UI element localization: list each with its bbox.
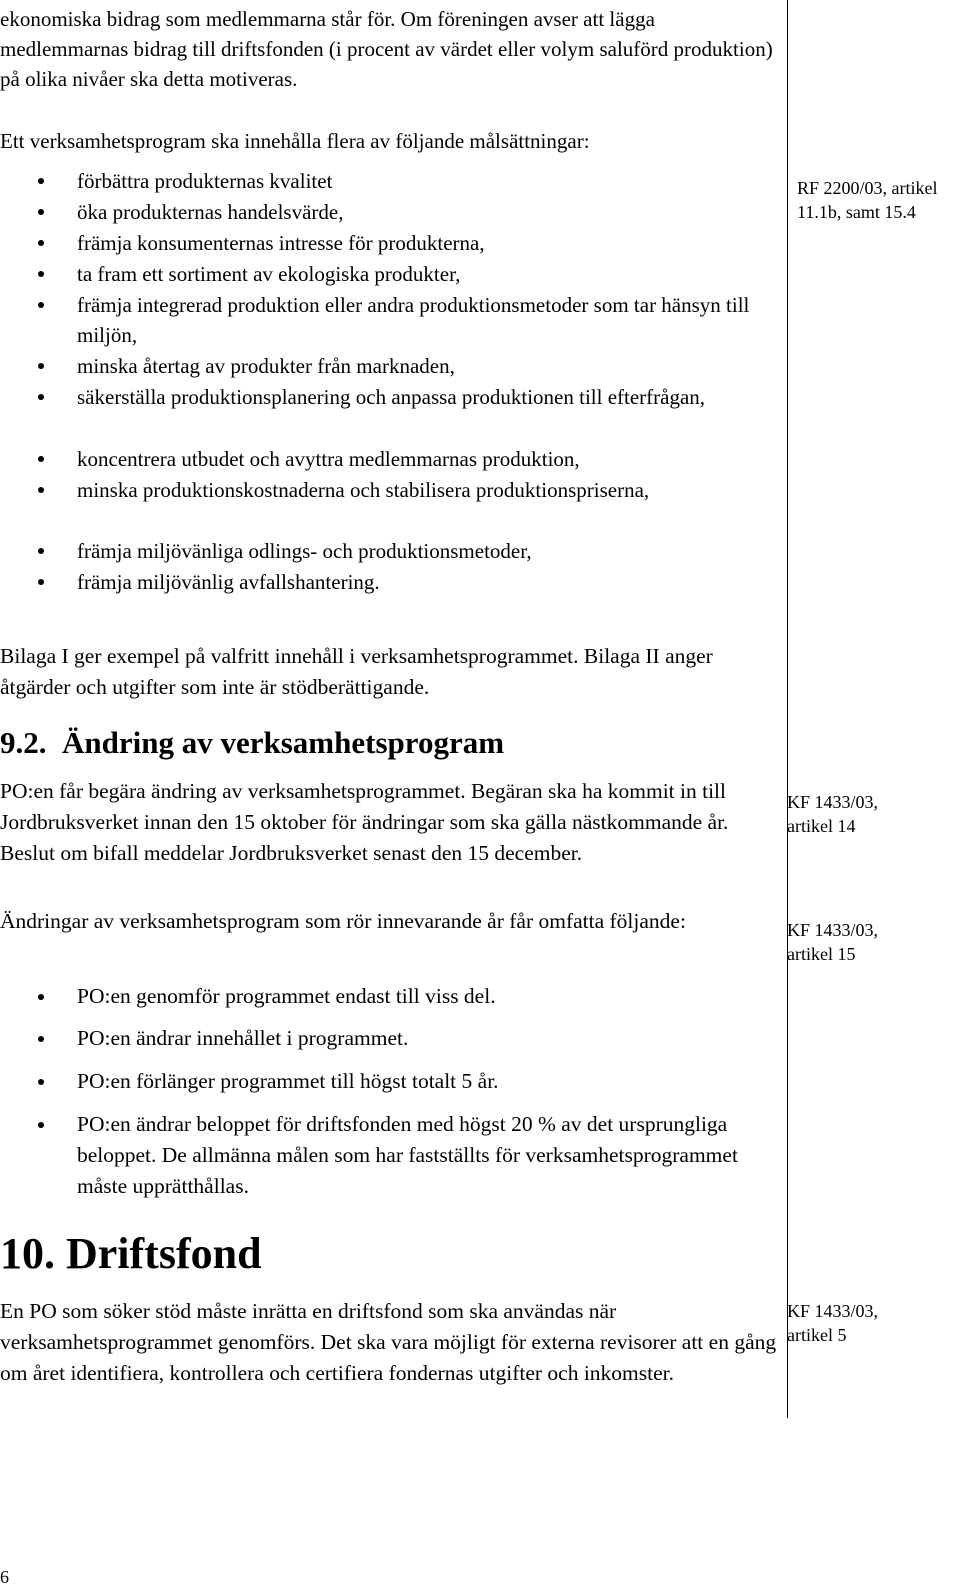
bullet-icon <box>38 240 44 246</box>
section-heading-10: 10. Driftsfond <box>0 1229 262 1278</box>
bullet-icon <box>38 271 44 277</box>
margin-divider-line <box>787 0 788 1418</box>
bullet-icon <box>38 363 44 369</box>
intro-paragraph: ekonomiska bidrag som medlemmarna står för. Om föreningen avser att lägga medlemmarnas bidrag till driftsfonden (i procent av värdet eller volym saluförd produktion) på olika nivåer ska detta motiveras. <box>0 7 773 91</box>
bullet-icon <box>38 994 44 1000</box>
bullet-icon <box>38 209 44 215</box>
margin-reference-article-14: KF 1433/03, artikel 14 <box>787 792 879 836</box>
section-9-2-paragraph-1: PO:en får begära ändring av verksamhetsprogrammet. Begäran ska ha kommit in till Jordbruksverket innan den 15 oktober för ändringar som ska gälla nästkommande år. Beslut om bifall meddelar Jordbruksverket senast den 15 december. <box>0 779 729 865</box>
page-number: 6 <box>0 1567 9 1587</box>
bullet-icon <box>38 548 44 554</box>
goals-lead: Ett verksamhetsprogram ska innehålla flera av följande målsättningar: <box>0 129 590 153</box>
section-10-paragraph: En PO som söker stöd måste inrätta en driftsfond som ska användas när verksamhetsprogrammet genomförs. Det ska vara möjligt för externa revisorer att en gång om året identifiera, kontrollera och certifiera fondernas utgifter och inkomster. <box>0 1299 777 1385</box>
bullet-icon <box>38 302 44 308</box>
bullet-icon <box>38 1036 44 1042</box>
bullet-icon <box>38 1079 44 1085</box>
annex-paragraph: Bilaga I ger exempel på valfritt innehåll i verksamhetsprogrammet. Bilaga II anger åtgärder och utgifter som inte är stödberättigande. <box>0 644 713 699</box>
bullet-icon <box>38 579 44 585</box>
bullet-icon <box>38 1122 44 1128</box>
margin-reference-goals: RF 2200/03, artikel 11.1b, samt 15.4 <box>797 178 938 222</box>
section-heading-9-2: 9.2. Ändring av verksamhetsprogram <box>0 725 505 760</box>
bullet-icon <box>38 178 44 184</box>
bullet-icon <box>38 456 44 462</box>
document-page: ekonomiska bidrag som medlemmarna står för. Om föreningen avser att lägga medlemmarnas bidrag till driftsfonden (i procent av värdet eller volym saluförd produktion) på olika nivåer ska detta motiveras. Ett verksamhetsprogram ska innehålla flera av följande målsättningar: förbättra produkternas kvalitet öka produkternas handelsvärde, främja konsumenternas intresse för produkterna, ta fram ett sortiment av ekologiska produkter, främja integrerad produktion eller andra produktionsmetoder som tar hänsyn till miljön, minska återtag av produkter från marknaden, säkerställa produktionsplanering och anpassa produktionen till efterfrågan, koncentrera utbudet och avyttra medlemmarnas produktion, minska produktionskostnaderna och stabilisera produktionspriserna, främja miljövänliga odlings- och produktionsmetoder, främja miljövänlig avfallshantering. RF 2200/03, artikel 11.1b, samt 15.4 Bilaga I ger exempel på valfritt innehåll i verksamhetsprogrammet. Bilaga II anger åtgärder och utgifter som inte är stödberättigande. 9.2. Ändring av verksamhetsprogram PO:en får begära ändring av verksamhetsprogrammet. Begäran ska ha kommit in till Jordbruksverket innan den 15 oktober för ändringar som ska gälla nästkommande år. Beslut om bifall meddelar Jordbruksverket senast den 15 december. KF 1433/03, artikel 14 Ändringar av verksamhetsprogram som rör innevarande år får omfatta följande: KF 1433/03, artikel 15 PO:en genomför programmet endast till viss del. PO:en ändrar innehållet i programmet. PO:en förlänger programmet till högst totalt 5 år. PO:en ändrar beloppet för driftsfonden med högst 20 % av det ursprungliga beloppet. De allmänna målen som har fastställts för verksamhetsprogrammet måste upprätthållas. 10. Driftsfond En PO som söker stöd måste inrätta en driftsfond som ska användas när verksamhetsprogrammet genomförs. Det ska vara möjligt för externa revisorer att en gång om året identifiera, kontrollera och certifiera fondernas utgifter och inkomster. KF 1433/03, artikel 5 6 <box>0 0 960 1592</box>
section-9-2-paragraph-2: Ändringar av verksamhetsprogram som rör innevarande år får omfatta följande: <box>0 909 686 933</box>
bullet-icon <box>38 394 44 400</box>
margin-reference-article-5: KF 1433/03, artikel 5 <box>787 1301 879 1345</box>
margin-reference-article-15: KF 1433/03, artikel 15 <box>787 920 879 964</box>
bullet-icon <box>38 487 44 493</box>
